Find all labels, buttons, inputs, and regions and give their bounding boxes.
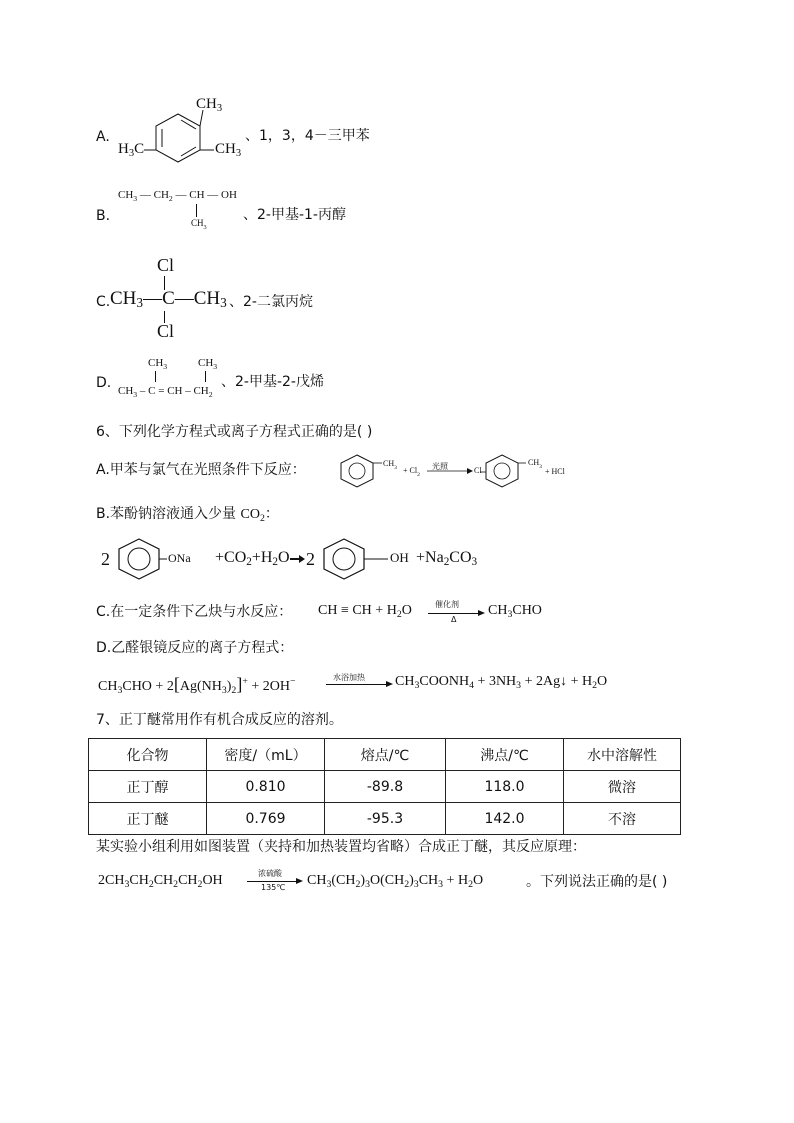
a-h3c-left: $H_3C$ <box>118 141 145 159</box>
table-cell: 不溶 <box>564 803 681 835</box>
option-b-name: 、2-甲基-1-丙醇 <box>243 207 346 223</box>
q6c-cond-top: 催化剂 <box>435 600 459 609</box>
q6d-arrow-head <box>386 681 393 687</box>
option-c-name: 、2-二氯丙烷 <box>229 294 313 310</box>
table-cell: 0.769 <box>207 803 325 835</box>
q7-cond-top: 浓硫酸 <box>258 869 282 878</box>
q6d-arrow <box>326 684 388 685</box>
q6-b-text: B.苯酚钠溶液通入少量 $CO_2$： <box>96 506 279 524</box>
option-a-name: 、1，3，4－三甲苯 <box>245 128 370 144</box>
d-bond-2 <box>205 371 206 382</box>
q7-arrow <box>247 881 297 882</box>
table-header-cell: 化合物 <box>89 739 207 771</box>
b-branch-ch3: $CH_3$ <box>191 218 207 231</box>
table-header-cell: 熔点/℃ <box>325 739 446 771</box>
q7-stem: 7、正丁醚常用作有机合成反应的溶剂。 <box>96 712 343 728</box>
q6c-rhs: $CH_3CHO$ <box>488 603 542 620</box>
q7-paragraph: 某实验小组利用如图装置（夹持和加热装置均省略）合成正丁醚，其反应原理： <box>96 839 586 855</box>
d-bond-1 <box>155 371 156 382</box>
c-cl-bottom: Cl <box>157 321 175 341</box>
q6a-cl: Cl <box>474 466 482 475</box>
q6d-condition: 水浴加热 <box>333 673 365 682</box>
q7-tail: 。下列说法正确的是( ) <box>526 874 668 890</box>
q6c-lhs: CH ≡ CH + $H_2O$ <box>318 603 412 620</box>
q6a-ch3: $CH_3$ <box>383 459 397 471</box>
d-ch3-top-1: $CH_3$ <box>148 357 168 371</box>
table-header-cell: 密度/（mL） <box>207 739 325 771</box>
table-header-cell: 沸点/℃ <box>446 739 564 771</box>
table-cell: 正丁醚 <box>89 803 207 835</box>
q6c-cond-bottom: Δ <box>451 615 457 624</box>
table-header-row <box>89 739 681 771</box>
q7-eq-rhs: $CH_3(CH_2)_3O(CH_2)_3CH_3 + H_2O$ <box>307 873 484 890</box>
table-row <box>89 771 681 803</box>
table-cell: 142.0 <box>446 803 564 835</box>
q6d-lhs: $CH_3CHO + 2[Ag(NH_3)_2]^+ + 2OH^-$ <box>98 674 296 696</box>
a-ch3-top: $CH_3$ <box>196 96 223 114</box>
option-b-letter: B. <box>96 208 111 224</box>
q6b-na2co3: $+Na_2CO_3$ <box>416 549 478 568</box>
q6b-oh: OH <box>390 550 409 565</box>
phenol-ring <box>318 538 398 582</box>
a-ch3-right: $CH_3$ <box>215 141 242 159</box>
table-header-cell: 水中溶解性 <box>564 739 681 771</box>
q6b-reagents: $+CO_2+H_2O$ <box>215 549 290 568</box>
q6c-arrow <box>428 613 480 614</box>
b-branch-bond <box>196 204 197 217</box>
table-cell: 0.810 <box>207 771 325 803</box>
q6a-condition: 光照 <box>432 462 448 471</box>
q6a-product-ch3: $CH_3$ <box>528 458 542 470</box>
q6d-rhs: $CH_3COONH_4 + 3NH_3$ + 2Ag↓ + $H_2O$ <box>395 674 608 691</box>
q6-stem: 6、下列化学方程式或离子方程式正确的是( ) <box>96 424 373 440</box>
q6c-arrow-head <box>478 610 485 616</box>
q6-d-text: D.乙醛银镜反应的离子方程式： <box>96 640 294 656</box>
d-main-chain: $CH_3$ – C = CH – $CH_2$ <box>118 385 213 399</box>
option-a-letter: A. <box>96 129 110 145</box>
q6b-arrow-head <box>299 555 305 563</box>
c-cl-top: Cl <box>157 255 175 275</box>
table-cell: -89.8 <box>325 771 446 803</box>
q6-c-text: C.在一定条件下乙炔与水反应： <box>96 604 293 620</box>
option-d-name: 、2-甲基-2-戊烯 <box>221 374 324 390</box>
table-cell: 微溶 <box>564 771 681 803</box>
b-main-chain: $CH_3$ — $CH_2$ — CH — OH <box>118 189 237 203</box>
q7-arrow-head <box>296 878 303 884</box>
table-cell: 118.0 <box>446 771 564 803</box>
q6a-hcl: + HCl <box>545 467 565 476</box>
q7-cond-bottom: 135℃ <box>261 883 286 892</box>
q6b-coef-right: 2 <box>306 549 315 569</box>
table-row <box>89 803 681 835</box>
q6-a-text: A.甲苯与氯气在光照条件下反应： <box>96 462 306 478</box>
q6a-cl2: + $Cl_2$ <box>403 466 420 478</box>
c-main-chain: $CH_3—C—CH_3$ <box>110 288 227 310</box>
q6b-ona: ONa <box>168 551 191 565</box>
option-d-letter: D. <box>96 375 112 391</box>
table-cell: -95.3 <box>325 803 446 835</box>
q6b-coef-left: 2 <box>101 549 110 569</box>
q7-eq-lhs: $2CH_3CH_2CH_2CH_2OH$ <box>98 873 223 890</box>
d-ch3-top-2: $CH_3$ <box>198 357 218 371</box>
option-c-letter: C. <box>96 294 111 310</box>
properties-table <box>88 738 681 835</box>
table-cell: 正丁醇 <box>89 771 207 803</box>
